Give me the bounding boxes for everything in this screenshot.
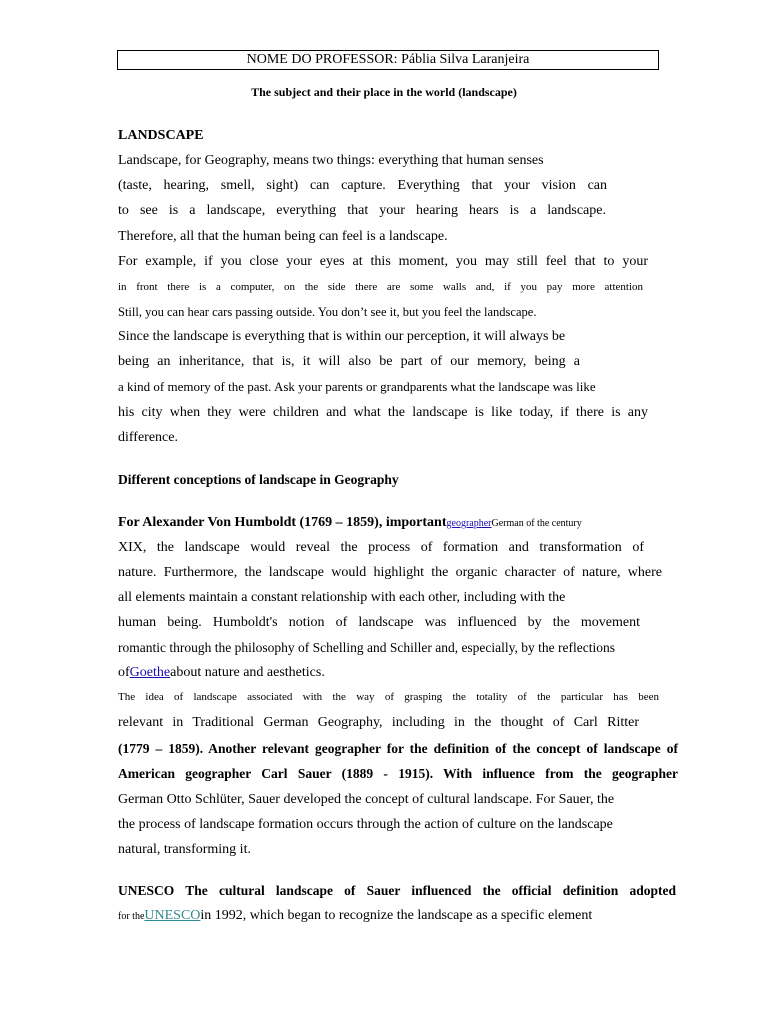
paragraph-line: romantic through the philosophy of Schelling and Schiller and, especially, by the reflections	[118, 640, 616, 655]
paragraph-line: XIX, the landscape would reveal the process of formation and transformation of	[118, 540, 644, 555]
paragraph-line: all elements maintain a constant relationship with each other, including with the	[118, 590, 566, 605]
goethe-prefix: of	[118, 665, 130, 680]
paragraph-line: his city when they were children and what the landscape is like today, if there is any	[118, 405, 648, 420]
paragraph-line: difference.	[118, 430, 178, 445]
unesco-tail: in 1992, which began to recognize the landscape as a specific element	[200, 908, 593, 923]
paragraph-line-bold: American geographer Carl Sauer (1889 - 1915). With influence from the geographer	[118, 766, 678, 781]
professor-name: NOME DO PROFESSOR: Páblia Silva Laranjeira	[246, 52, 530, 67]
paragraph-line: natural, transforming it.	[118, 842, 251, 857]
paragraph-line: human being. Humboldt's notion of landscape was influenced by the movement	[118, 615, 640, 630]
paragraph-line: Landscape, for Geography, means two things: everything that human senses	[118, 153, 544, 168]
humboldt-tail: German of the century	[491, 518, 582, 529]
paragraph-line: the process of landscape formation occurs through the action of culture on the landscape	[118, 817, 613, 832]
paragraph-line-bold: (1779 – 1859). Another relevant geographer for the definition of the concept of landscape of	[118, 741, 678, 756]
paragraph-line: Still, you can hear cars passing outside. You don’t see it, but you feel the landscape.	[118, 305, 537, 319]
paragraph-line: to see is a landscape, everything that your hearing hears is a landscape.	[118, 203, 606, 218]
professor-name-box	[117, 50, 659, 70]
paragraph-line: German Otto Schlüter, Sauer developed the concept of cultural landscape. For Sauer, the	[118, 792, 615, 807]
paragraph-line: For example, if you close your eyes at this moment, you may still feel that to your	[118, 254, 648, 269]
unesco-prefix: for the	[118, 911, 145, 922]
geographer-link[interactable]: geographer	[446, 518, 492, 529]
unesco-line	[118, 907, 648, 926]
paragraph-line: a kind of memory of the past. Ask your parents or grandparents what the landscape was like	[118, 379, 596, 394]
humboldt-bold-text: For Alexander Von Humboldt (1769 – 1859), important	[118, 515, 447, 530]
paragraph-line: Therefore, all that the human being can feel is a landscape.	[118, 229, 448, 244]
paragraph-line: being an inheritance, that is, it will also be part of our memory, being a	[118, 354, 580, 369]
paragraph-line: nature. Furthermore, the landscape would highlight the organic character of nature, where	[118, 565, 662, 580]
goethe-tail: about nature and aesthetics.	[170, 665, 325, 680]
section-heading-landscape: LANDSCAPE	[118, 128, 204, 143]
goethe-link[interactable]: Goethe	[129, 665, 171, 680]
paragraph-line: in front there is a computer, on the side there are some walls and, if you pay more attention	[118, 281, 643, 293]
paragraph-line: relevant in Traditional German Geography, including in the thought of Carl Ritter	[118, 715, 639, 730]
paragraph-line: The idea of landscape associated with the way of grasping the totality of the particular has been	[118, 691, 659, 703]
paragraph-line: Since the landscape is everything that is within our perception, it will always be	[118, 329, 566, 344]
unesco-heading-line: UNESCO The cultural landscape of Sauer influenced the official definition adopted	[118, 883, 676, 898]
goethe-line	[118, 664, 648, 682]
document-subtitle: The subject and their place in the world (landscape)	[251, 85, 517, 99]
paragraph-line: (taste, hearing, smell, sight) can capture. Everything that your vision can	[118, 178, 607, 193]
unesco-link[interactable]: UNESCO	[144, 908, 201, 923]
humboldt-line	[118, 514, 648, 533]
section-heading-conceptions: Different conceptions of landscape in Geography	[118, 472, 399, 487]
